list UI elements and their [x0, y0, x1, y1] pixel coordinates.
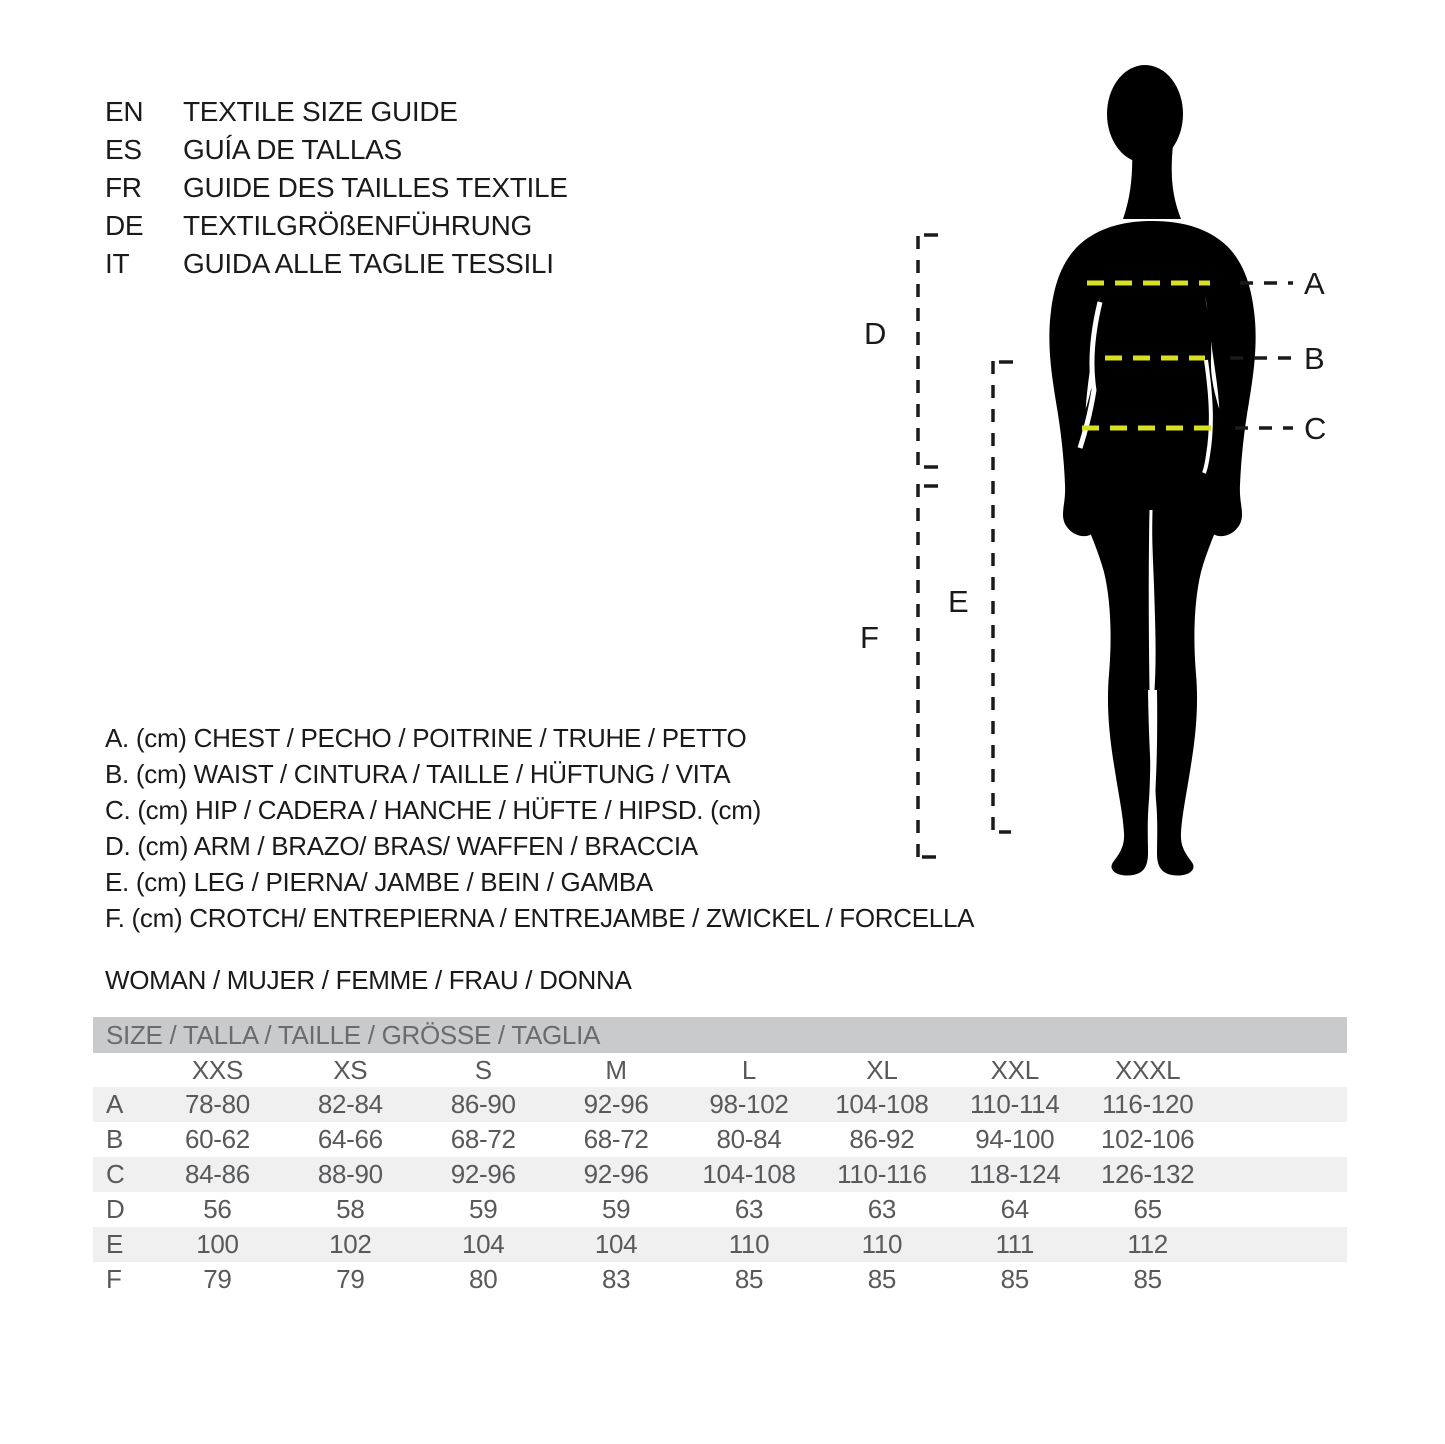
size-value: 110-114 [970, 1089, 1060, 1119]
size-value: 56 [203, 1194, 232, 1224]
size-value: 85 [1000, 1264, 1029, 1294]
size-value: 63 [734, 1194, 764, 1224]
language-title: GUÍA DE TALLAS [183, 134, 402, 165]
size-col-xxs: XXS [191, 1054, 243, 1085]
size-value: 104 [594, 1229, 638, 1259]
size-value: 85 [1133, 1264, 1162, 1294]
size-value: 102-106 [1101, 1124, 1195, 1154]
size-value: 64-66 [317, 1124, 383, 1154]
table-row-f [93, 1262, 1347, 1297]
language-list [105, 93, 568, 283]
size-col-xl: XL [866, 1054, 898, 1085]
language-title: GUIDE DES TAILLES TEXTILE [183, 172, 568, 203]
size-value: 79 [336, 1264, 365, 1294]
size-col-m: M [605, 1054, 627, 1085]
language-title: TEXTILGRÖßENFÜHRUNG [183, 210, 532, 241]
size-value: 110 [728, 1229, 770, 1259]
size-value: 111 [995, 1229, 1035, 1259]
size-value: 82-84 [317, 1089, 383, 1119]
table-row-e [93, 1227, 1347, 1262]
marker-label-b: B [1304, 341, 1325, 376]
language-title: TEXTILE SIZE GUIDE [183, 96, 458, 127]
measurement-crotch: F. (cm) CROTCH/ ENTREPIERNA / ENTREJAMBE / ZWICKEL / FORCELLA [105, 903, 975, 933]
size-value: 63 [867, 1194, 897, 1224]
size-value: 59 [469, 1194, 498, 1224]
size-value: 104-108 [835, 1089, 929, 1119]
row-label: E [106, 1229, 124, 1259]
language-code: DE [105, 210, 144, 241]
size-value: 92-96 [583, 1159, 649, 1189]
size-col-xs: XS [333, 1054, 368, 1085]
marker-label-e: E [948, 584, 969, 619]
marker-label-d: D [864, 316, 887, 351]
table-row-c [93, 1157, 1347, 1192]
size-value: 102 [329, 1229, 372, 1259]
size-table-title: SIZE / TALLA / TAILLE / GRÖSSE / TAGLIA [93, 1017, 1347, 1053]
marker-label-f: F [860, 620, 879, 655]
size-col-l: L [741, 1054, 757, 1085]
language-row-fr [105, 169, 568, 207]
measurement-leg: E. (cm) LEG / PIERNA/ JAMBE / BEIN / GAMBA [105, 867, 653, 897]
size-value: 100 [196, 1229, 239, 1259]
size-value: 68-72 [583, 1124, 649, 1154]
size-value: 65 [1133, 1194, 1162, 1224]
size-value: 104 [461, 1229, 505, 1259]
gender-heading: WOMAN / MUJER / FEMME / FRAU / DONNA [105, 965, 632, 995]
size-value: 59 [601, 1194, 631, 1224]
size-value: 86-92 [849, 1124, 915, 1154]
size-col-xxl: XXL [990, 1054, 1039, 1085]
size-value: 86-90 [450, 1089, 516, 1119]
size-value: 126-132 [1101, 1159, 1195, 1189]
size-value: 118-124 [969, 1159, 1061, 1189]
size-value: 84-86 [184, 1159, 250, 1189]
marker-label-c: C [1304, 411, 1327, 446]
size-value: 58 [336, 1194, 365, 1224]
language-row-it [105, 245, 568, 283]
language-row-es [105, 131, 568, 169]
measurement-hip: C. (cm) HIP / CADERA / HANCHE / HÜFTE / HIPSD. (cm) [105, 795, 761, 825]
size-value: 110 [861, 1229, 903, 1259]
row-label: A [106, 1089, 124, 1119]
row-label: F [106, 1264, 122, 1294]
row-label: D [106, 1194, 125, 1224]
size-value: 112 [1127, 1229, 1168, 1259]
language-row-de [105, 207, 568, 245]
size-value: 85 [867, 1264, 897, 1294]
language-code: IT [105, 248, 130, 279]
language-row-en [105, 93, 568, 131]
marker-label-a: A [1304, 266, 1325, 301]
measurement-chest: A. (cm) CHEST / PECHO / POITRINE / TRUHE / PETTO [105, 723, 747, 753]
size-value: 92-96 [583, 1089, 649, 1119]
size-value: 80 [469, 1264, 498, 1294]
size-value: 98-102 [709, 1089, 789, 1119]
size-value: 80-84 [716, 1124, 782, 1154]
size-value: 92-96 [450, 1159, 516, 1189]
measurement-legend [105, 720, 974, 936]
measurement-waist: B. (cm) WAIST / CINTURA / TAILLE / HÜFTUNG / VITA [105, 759, 731, 789]
size-value: 88-90 [317, 1159, 383, 1189]
size-value: 60-62 [184, 1124, 250, 1154]
size-col-xxxl: XXXL [1115, 1054, 1181, 1085]
size-value: 79 [203, 1264, 232, 1294]
measurement-arm: D. (cm) ARM / BRAZO/ BRAS/ WAFFEN / BRACCIA [105, 831, 698, 861]
size-value: 94-100 [975, 1124, 1055, 1154]
row-label: C [106, 1159, 125, 1189]
size-value: 116-120 [1101, 1089, 1194, 1119]
language-code: EN [105, 96, 144, 127]
row-label: B [106, 1124, 124, 1154]
size-value: 110-116 [837, 1159, 927, 1189]
table-row-b [93, 1122, 1347, 1157]
size-value: 83 [601, 1264, 631, 1294]
language-code: FR [105, 172, 142, 203]
table-row-a [93, 1087, 1347, 1122]
language-title: GUIDA ALLE TAGLIE TESSILI [183, 248, 554, 279]
table-row-d [93, 1192, 1347, 1227]
size-table-body [93, 1087, 1347, 1297]
size-table [93, 1017, 1347, 1297]
size-value: 85 [734, 1264, 764, 1294]
language-code: ES [105, 134, 142, 165]
size-col-s: S [474, 1054, 492, 1085]
size-value: 68-72 [450, 1124, 516, 1154]
size-header-row [93, 1053, 1347, 1087]
size-value: 104-108 [702, 1159, 796, 1189]
size-value: 64 [1000, 1194, 1029, 1224]
size-value: 78-80 [184, 1089, 250, 1119]
